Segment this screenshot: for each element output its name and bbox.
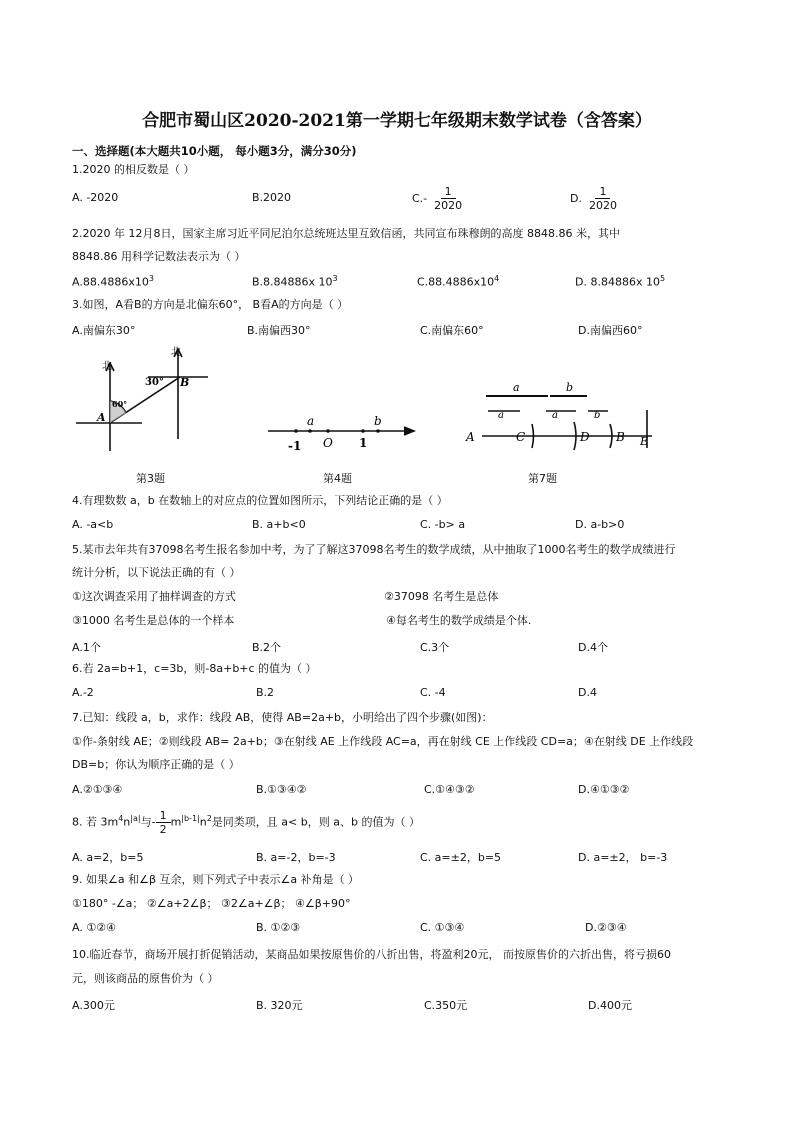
q6-option-c: C. -4 — [420, 686, 446, 699]
q5-option-c: C.3个 — [420, 641, 450, 654]
q1-option-b: B.2020 — [252, 191, 292, 204]
q9-option-a: A. ①②④ — [72, 921, 116, 934]
q7-option-b: B.①③④② — [256, 783, 307, 796]
q4-option-d: D. a-b>0 — [575, 518, 625, 531]
pt-a-label: A — [466, 430, 475, 444]
q2-option-d: D. 8.84886x $10^5$ — [575, 274, 666, 289]
question-5-stem-line2: 统计分析，以下说法正确的有（ ） — [72, 566, 241, 579]
q5-option-b: B.2个 — [252, 641, 282, 654]
q1-option-d: D. $\frac{1}{2020}$ — [570, 185, 617, 212]
caption-fig-4: 第4题 — [323, 472, 352, 485]
q6-option-b: B.2 — [256, 686, 275, 699]
q5-statement-2: ②37098 名考生是总体 — [384, 590, 499, 603]
question-7-stem-line3: DB=b；你认为顺序正确的是（ ） — [72, 758, 240, 771]
q8-option-c: C. a=±2，b=5 — [420, 851, 502, 864]
seg-b-label: b — [566, 381, 574, 394]
caption-fig-7: 第7题 — [528, 472, 557, 485]
q10-option-d: D.400元 — [588, 999, 632, 1012]
q4-option-a: A. -a<b — [72, 518, 114, 531]
q5-option-a: A.1个 — [72, 641, 101, 654]
q9-option-d: D.②③④ — [585, 921, 627, 934]
question-3-stem: 3.如图，A看B的方向是北偏东60°， B看A的方向是（ ） — [72, 298, 349, 311]
pt-c-label: C — [516, 430, 526, 444]
nl-minus1-label: -1 — [288, 439, 302, 453]
q9-option-b: B. ①②③ — [256, 921, 301, 934]
nl-b-label: b — [374, 414, 382, 428]
q8-option-a: A. a=2，b=5 — [72, 851, 144, 864]
q2-option-c: $C.88.4886x10^4$ — [417, 274, 500, 289]
q8-option-d: D. a=±2， b=-3 — [578, 851, 668, 864]
page-title: 合肥市蜀山区2020-2021第一学期七年级期末数学试卷（含答案） — [142, 111, 652, 131]
question-7-stem-line1: 7.已知：线段 a，b，求作：线段 AB，使得 AB=2a+b，小明给出了四个步骤(如图)： — [72, 711, 493, 724]
figure-q4-number-line — [262, 405, 422, 455]
question-6-stem: 6.若 2a=b+1，c=3b，则-8a+b+c 的值为（ ） — [72, 662, 317, 675]
question-2-stem-line1: 2.2020 年 12月8日，国家主席习近平同尼泊尔总统班达里互致信函，共同宣布珠穆朗的高度 8848.86 米，其中 — [72, 227, 620, 240]
q1-option-c: C.- $\frac{1}{2020}$ — [412, 185, 463, 212]
q9-option-c: C. ①③④ — [420, 921, 465, 934]
q3-option-c: C.南偏东60° — [420, 324, 484, 337]
question-1-stem: 1.2020 的相反数是（ ） — [72, 163, 195, 176]
question-8-stem: 8. 若 $3m^4n^{|a|}$与- $\frac{1}{2}$ $m^{|b-1|}n^2$是同类项，且 a< b，则 a、b 的值为（ ） — [72, 809, 420, 837]
q4-option-c: C. -b> a — [420, 518, 466, 531]
q2-option-a: $A.88.4886x10^3$ — [72, 274, 154, 289]
question-4-stem: 4.有理数数 a，b 在数轴上的对应点的位置如图所示，下列结论正确的是（ ） — [72, 494, 448, 507]
q10-option-c: C.350元 — [424, 999, 468, 1012]
point-a-label: A — [97, 411, 106, 424]
north-label-a: 北 — [102, 361, 112, 372]
q1-option-a: A. -2020 — [72, 191, 119, 204]
q10-option-a: A.300元 — [72, 999, 115, 1012]
point-b-label: B — [180, 376, 190, 389]
angle-60-label: 60° — [112, 399, 128, 409]
q6-option-a: A.-2 — [72, 686, 94, 699]
q7-option-a: A.②①③④ — [72, 783, 123, 796]
q10-option-b: B. 320元 — [256, 999, 303, 1012]
question-7-stem-line2: ①作-条射线 AE；②则线段 AB= 2a+b；③在射线 AE 上作线段 AC=a，再在射线 CE 上作线段 CD=a；④在射线 DE 上作线段 — [72, 735, 694, 748]
q8-option-b: B. a=-2，b=-3 — [256, 851, 336, 864]
angle-30-label: 30° — [145, 377, 164, 388]
q9-statements: ①180° -∠a； ②∠a+2∠β； ③2∠a+∠β； ④∠β+90° — [72, 897, 351, 910]
north-label-b: 北 — [171, 347, 181, 358]
q2-option-b: B.8.84886x $10^3$ — [252, 274, 338, 289]
seg-a-label-2: a — [498, 410, 504, 421]
caption-fig-3: 第3题 — [136, 472, 165, 485]
q5-option-d: D.4个 — [578, 641, 608, 654]
figure-q7-construction — [462, 376, 662, 458]
q3-option-a: A.南偏东30° — [72, 324, 136, 337]
q3-option-b: B.南偏西30° — [247, 324, 311, 337]
question-10-stem-line1: 10.临近春节，商场开展打折促销活动，某商品如果按原售价的八折出售，将盈利20元， 而按原售价的六折出售，将亏损60 — [72, 948, 671, 961]
question-9-stem: 9. 如果∠a 和∠β 互余，则下列式子中表示∠a 补角是（ ） — [72, 873, 360, 886]
question-2-stem-line2: 8848.86 用科学记数法表示为（ ） — [72, 250, 246, 263]
q5-statement-1: ①这次调查采用了抽样调查的方式 — [72, 590, 236, 603]
question-5-stem-line1: 5.某市去年共有37098名考生报名参加中考，为了了解这37098名考生的数学成绩，从中抽取了1000名考生的数学成绩进行 — [72, 543, 676, 556]
question-10-stem-line2: 元，则该商品的原售价为（ ） — [72, 972, 219, 985]
q3-option-d: D.南偏西60° — [578, 324, 643, 337]
seg-a-label-3: a — [552, 410, 558, 421]
nl-one-label: 1 — [359, 436, 368, 450]
pt-e-label: E — [640, 435, 649, 448]
seg-b-label-2: b — [594, 410, 601, 421]
nl-a-label: a — [307, 414, 315, 428]
section-heading: 一、选择题(本大题共10小题， 每小题3分，满分30分) — [72, 144, 357, 158]
q6-option-d: D.4 — [578, 686, 597, 699]
q7-option-d: D.④①③② — [578, 783, 630, 796]
nl-origin-label: O — [323, 436, 333, 450]
q4-option-b: B. a+b<0 — [252, 518, 306, 531]
figure-q3-direction — [70, 343, 215, 458]
q7-option-c: C.①④③② — [424, 783, 475, 796]
pt-b-label: B — [616, 430, 625, 444]
q5-statement-3: ③1000 名考生是总体的一个样本 — [72, 614, 235, 627]
q5-statement-4: ④每名考生的数学成绩是个体. — [386, 614, 532, 627]
pt-d-label: D — [580, 430, 590, 444]
seg-a-label: a — [513, 381, 520, 394]
